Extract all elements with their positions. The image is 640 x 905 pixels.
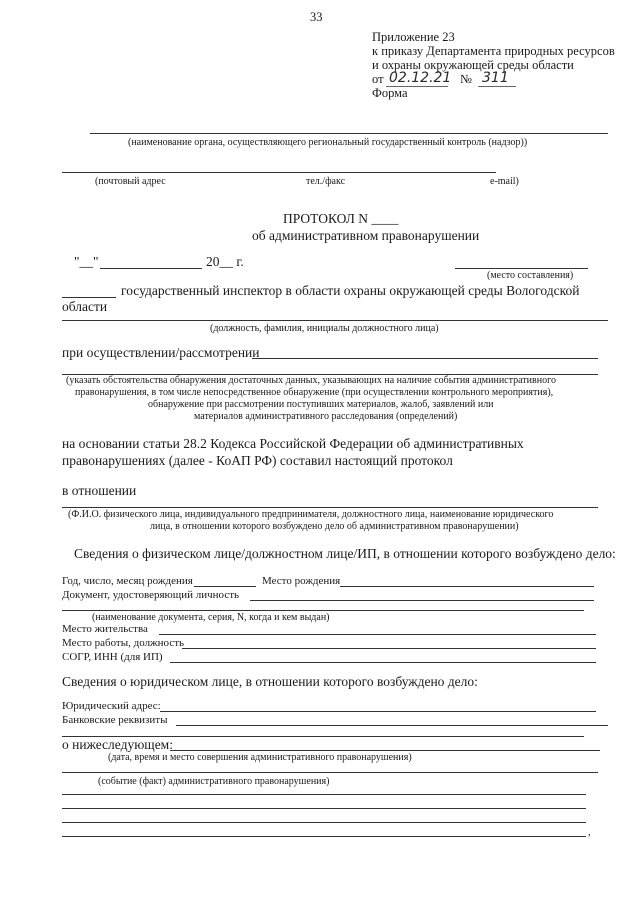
basis-line2: правонарушениях (далее - КоАП РФ) составил настоящий протокол bbox=[62, 453, 453, 468]
basis-line1: на основании статьи 28.2 Кодекса Российской Федерации об административных bbox=[62, 436, 524, 451]
num-underline bbox=[478, 86, 516, 87]
official-caption: (должность, фамилия, инициалы должностного лица) bbox=[210, 323, 439, 334]
appendix-form: Форма bbox=[372, 86, 408, 100]
work-line bbox=[182, 648, 596, 649]
person-caption-2: лица, в отношении которого возбуждено дело об административном правонарушении) bbox=[150, 521, 519, 532]
birth-date-label: Год, число, месяц рождения bbox=[62, 575, 193, 587]
bank-line bbox=[176, 725, 608, 726]
id-document-label: Документ, удостоверяющий личность bbox=[62, 589, 240, 601]
postal-caption: (почтовый адрес bbox=[95, 176, 166, 187]
residence-line bbox=[159, 634, 596, 635]
datetime-line-2 bbox=[62, 772, 598, 773]
event-caption: (событие (факт) административного правонарушения) bbox=[98, 776, 330, 787]
contacts-line bbox=[62, 172, 496, 173]
circumstances-caption-3: обнаружение при рассмотрении поступивших материалов, жалоб, заявлений или bbox=[148, 399, 494, 410]
regarding-label: в отношении bbox=[62, 483, 137, 498]
following-line bbox=[170, 750, 600, 751]
date-year: 20__ г. bbox=[206, 254, 244, 269]
regarding-line bbox=[62, 507, 598, 508]
sogr-label: СОГР, ИНН (для ИП) bbox=[62, 651, 163, 663]
date-month-line bbox=[100, 268, 202, 269]
work-label: Место работы, должность bbox=[62, 637, 185, 649]
official-line bbox=[62, 320, 608, 321]
appendix-num-prefix: № bbox=[460, 72, 472, 86]
legal-address-label: Юридический адрес: bbox=[62, 700, 161, 712]
circumstances-caption-1: (указать обстоятельства обнаружения достаточных данных, указывающих на наличие события административного bbox=[66, 375, 556, 386]
appendix-line2: к приказу Департамента природных ресурсов bbox=[372, 44, 615, 58]
bank-label: Банковские реквизиты bbox=[62, 714, 168, 726]
protocol-title: ПРОТОКОЛ N ____ bbox=[283, 211, 399, 226]
place-line bbox=[455, 268, 588, 269]
protocol-subtitle: об административном правонарушении bbox=[252, 228, 480, 243]
person-caption-1: (Ф.И.О. физического лица, индивидуального предпринимателя, должностного лица, наименование юридического bbox=[68, 509, 554, 520]
event-line-4 bbox=[62, 836, 586, 837]
birth-date-line bbox=[194, 586, 256, 587]
phone-caption: тел./факс bbox=[306, 176, 346, 187]
appendix-date-prefix: от bbox=[372, 72, 384, 86]
email-caption: e-mail) bbox=[490, 176, 519, 187]
event-line-2 bbox=[62, 808, 586, 809]
legal-address-line bbox=[160, 711, 596, 712]
appendix-line3: и охраны окружающей среды области bbox=[372, 58, 574, 72]
appendix-num-handwritten: 311 bbox=[482, 70, 509, 86]
inspector-line1: государственный инспектор в области охраны окружающей среды Вологодской bbox=[121, 283, 580, 298]
place-caption: (место составления) bbox=[487, 270, 574, 281]
id-document-line-2 bbox=[62, 610, 584, 611]
event-line-1 bbox=[62, 794, 586, 795]
datetime-caption: (дата, время и место совершения административного правонарушения) bbox=[108, 752, 412, 763]
circumstances-caption-2: правонарушения, в том числе непосредственное обнаружение (при осуществлении контрольного мероприятия), bbox=[75, 387, 554, 398]
appendix-date-handwritten: 02.12.21 bbox=[389, 70, 452, 86]
person-section-heading: Сведения о физическом лице/должностном лице/ИП, в отношении которого возбуждено дело: bbox=[74, 546, 616, 561]
inspector-line2: области bbox=[62, 299, 108, 314]
document-caption: (наименование документа, серия, N, когда и кем выдан) bbox=[92, 612, 330, 623]
event-line-3 bbox=[62, 822, 586, 823]
date-quote: "__" bbox=[74, 254, 99, 269]
residence-label: Место жительства bbox=[62, 623, 148, 635]
appendix-line1: Приложение 23 bbox=[372, 30, 455, 44]
organ-caption: (наименование органа, осуществляющего региональный государственный контроль (надзор)) bbox=[128, 137, 528, 148]
organ-line bbox=[90, 133, 608, 134]
id-document-line bbox=[250, 600, 594, 601]
birthplace-line bbox=[340, 586, 594, 587]
inspector-prefix-line bbox=[62, 297, 116, 298]
page-number: 33 bbox=[310, 10, 323, 24]
exercise-label: при осуществлении/рассмотрении bbox=[62, 345, 260, 360]
exercise-line bbox=[252, 358, 598, 359]
birthplace-label: Место рождения bbox=[262, 575, 341, 587]
sogr-line bbox=[170, 662, 596, 663]
trailing-comma: , bbox=[588, 826, 591, 838]
legal-section-heading: Сведения о юридическом лице, в отношении которого возбуждено дело: bbox=[62, 674, 478, 689]
circumstances-caption-4: материалов административного расследования (определений) bbox=[194, 411, 458, 422]
following-label: о нижеследующем: bbox=[62, 737, 173, 752]
